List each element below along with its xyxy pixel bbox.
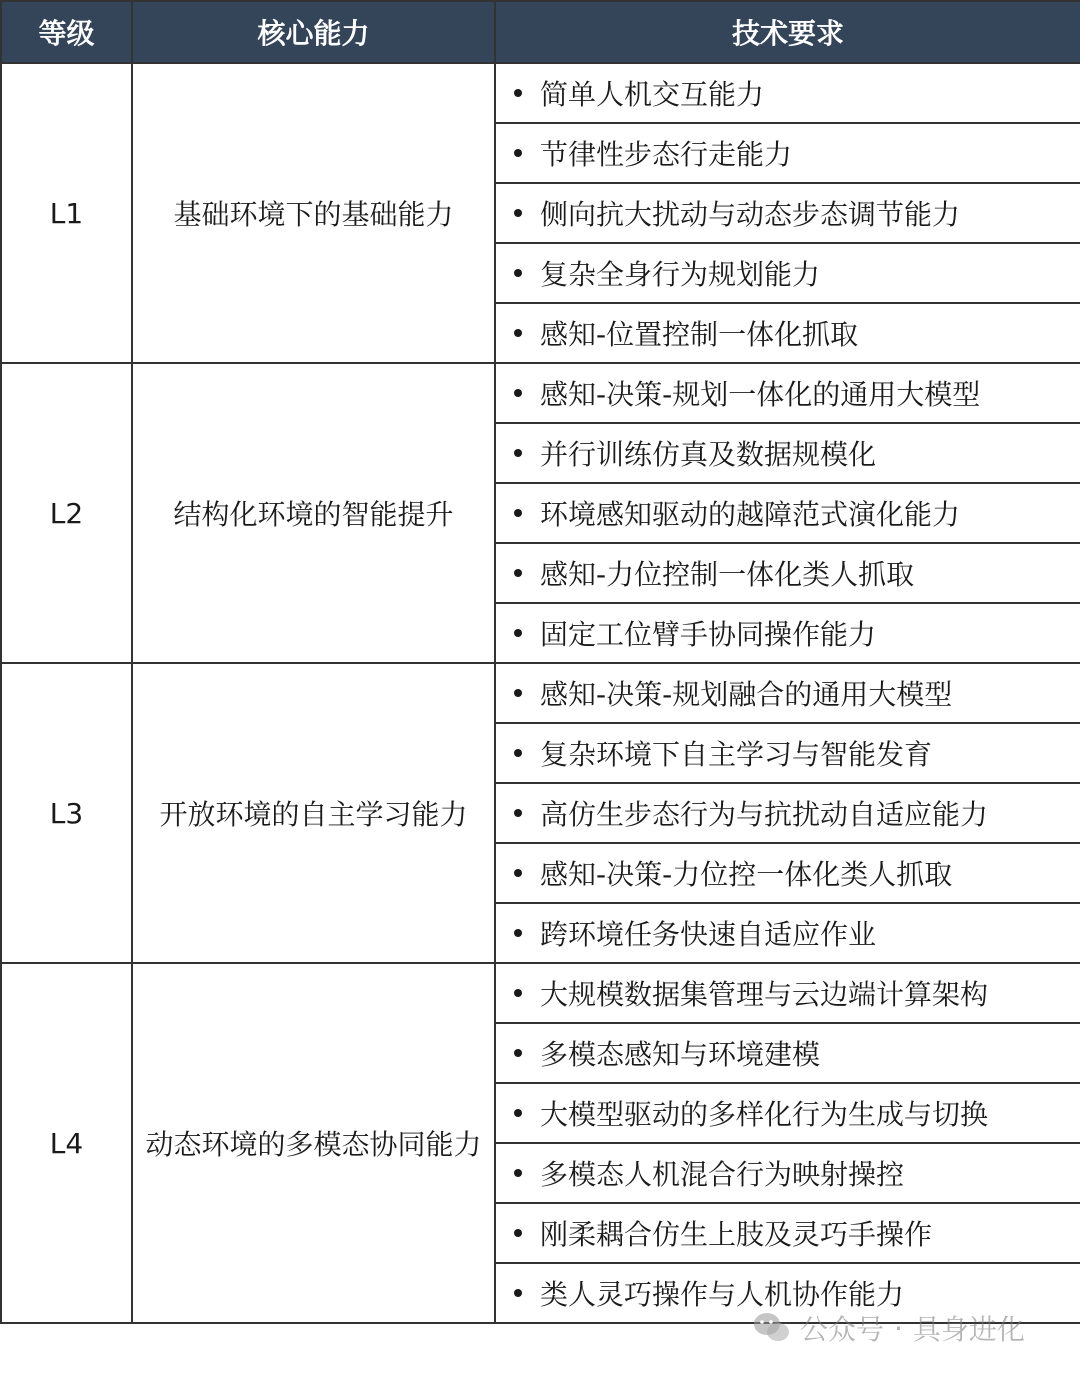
requirement-text: 简单人机交互能力 — [540, 78, 765, 111]
table-row — [1, 663, 1080, 723]
bullet-icon — [514, 209, 522, 217]
requirement-text: 感知-决策-规划一体化的通用大模型 — [540, 378, 981, 411]
table-body — [1, 63, 1080, 1323]
level-cell: L3 — [1, 663, 132, 963]
header-level: 等级 — [1, 1, 132, 63]
bullet-icon — [514, 329, 522, 337]
requirement-cell — [495, 1143, 1080, 1203]
requirement-text: 感知-决策-规划融合的通用大模型 — [540, 678, 953, 711]
core-capability-cell: 结构化环境的智能提升 — [132, 363, 495, 663]
requirement-cell — [495, 963, 1080, 1023]
requirement-text: 感知-力位控制一体化类人抓取 — [540, 558, 915, 591]
requirement-text: 多模态感知与环境建模 — [540, 1038, 821, 1071]
requirement-text: 大模型驱动的多样化行为生成与切换 — [540, 1098, 989, 1131]
requirement-cell — [495, 123, 1080, 183]
requirement-text: 感知-位置控制一体化抓取 — [540, 318, 859, 351]
requirement-cell — [495, 723, 1080, 783]
bullet-icon — [514, 1049, 522, 1057]
requirement-cell — [495, 483, 1080, 543]
bullet-icon — [514, 269, 522, 277]
core-capability-cell: 基础环境下的基础能力 — [132, 63, 495, 363]
level-cell: L2 — [1, 363, 132, 663]
bullet-icon — [514, 1229, 522, 1237]
bullet-icon — [514, 989, 522, 997]
requirement-text: 并行训练仿真及数据规模化 — [540, 438, 877, 471]
bullet-icon — [514, 1169, 522, 1177]
table-header-row — [1, 1, 1080, 63]
requirement-text: 刚柔耦合仿生上肢及灵巧手操作 — [540, 1218, 933, 1251]
requirement-text: 节律性步态行走能力 — [540, 138, 793, 171]
requirement-text: 固定工位臂手协同操作能力 — [540, 618, 877, 651]
bullet-icon — [514, 689, 522, 697]
requirement-text: 高仿生步态行为与抗扰动自适应能力 — [540, 798, 989, 831]
requirement-text: 大规模数据集管理与云边端计算架构 — [540, 978, 989, 1011]
table-row — [1, 63, 1080, 123]
requirement-cell — [495, 1203, 1080, 1263]
requirement-text: 环境感知驱动的越障范式演化能力 — [540, 498, 961, 531]
bullet-icon — [514, 809, 522, 817]
bullet-icon — [514, 389, 522, 397]
requirement-cell — [495, 63, 1080, 123]
requirement-cell — [495, 663, 1080, 723]
requirement-cell — [495, 363, 1080, 423]
requirement-cell — [495, 183, 1080, 243]
bullet-icon — [514, 629, 522, 637]
watermark-account: 具身进化 — [912, 1313, 1025, 1346]
bullet-icon — [514, 89, 522, 97]
header-tech-requirements: 技术要求 — [495, 1, 1080, 63]
requirement-text: 跨环境任务快速自适应作业 — [540, 918, 877, 951]
bullet-icon — [514, 149, 522, 157]
requirement-text: 类人灵巧操作与人机协作能力 — [540, 1278, 905, 1311]
requirement-cell — [495, 603, 1080, 663]
requirement-cell — [495, 903, 1080, 963]
requirement-text: 复杂全身行为规划能力 — [540, 258, 821, 291]
table-row — [1, 363, 1080, 423]
requirement-cell — [495, 243, 1080, 303]
bullet-icon — [514, 1289, 522, 1297]
requirement-text: 侧向抗大扰动与动态步态调节能力 — [540, 198, 961, 231]
watermark-prefix: 公众号 — [800, 1313, 885, 1346]
bullet-icon — [514, 929, 522, 937]
requirement-cell — [495, 423, 1080, 483]
table-row — [1, 963, 1080, 1023]
header-core-capability: 核心能力 — [132, 1, 495, 63]
requirement-text: 复杂环境下自主学习与智能发育 — [540, 738, 933, 771]
core-capability-cell: 开放环境的自主学习能力 — [132, 663, 495, 963]
requirement-cell — [495, 783, 1080, 843]
requirement-cell — [495, 1023, 1080, 1083]
bullet-icon — [514, 569, 522, 577]
requirement-cell — [495, 303, 1080, 363]
core-capability-cell: 动态环境的多模态协同能力 — [132, 963, 495, 1323]
requirement-cell — [495, 543, 1080, 603]
bullet-icon — [514, 749, 522, 757]
bullet-icon — [514, 869, 522, 877]
requirement-cell — [495, 1083, 1080, 1143]
requirement-text: 感知-决策-力位控一体化类人抓取 — [540, 858, 953, 891]
bullet-icon — [514, 449, 522, 457]
level-cell: L1 — [1, 63, 132, 363]
requirement-cell — [495, 1263, 1080, 1323]
bullet-icon — [514, 1109, 522, 1117]
bullet-icon — [514, 509, 522, 517]
level-cell: L4 — [1, 963, 132, 1323]
requirement-cell — [495, 843, 1080, 903]
requirement-text: 多模态人机混合行为映射操控 — [540, 1158, 905, 1191]
watermark-separator: · — [894, 1311, 903, 1345]
